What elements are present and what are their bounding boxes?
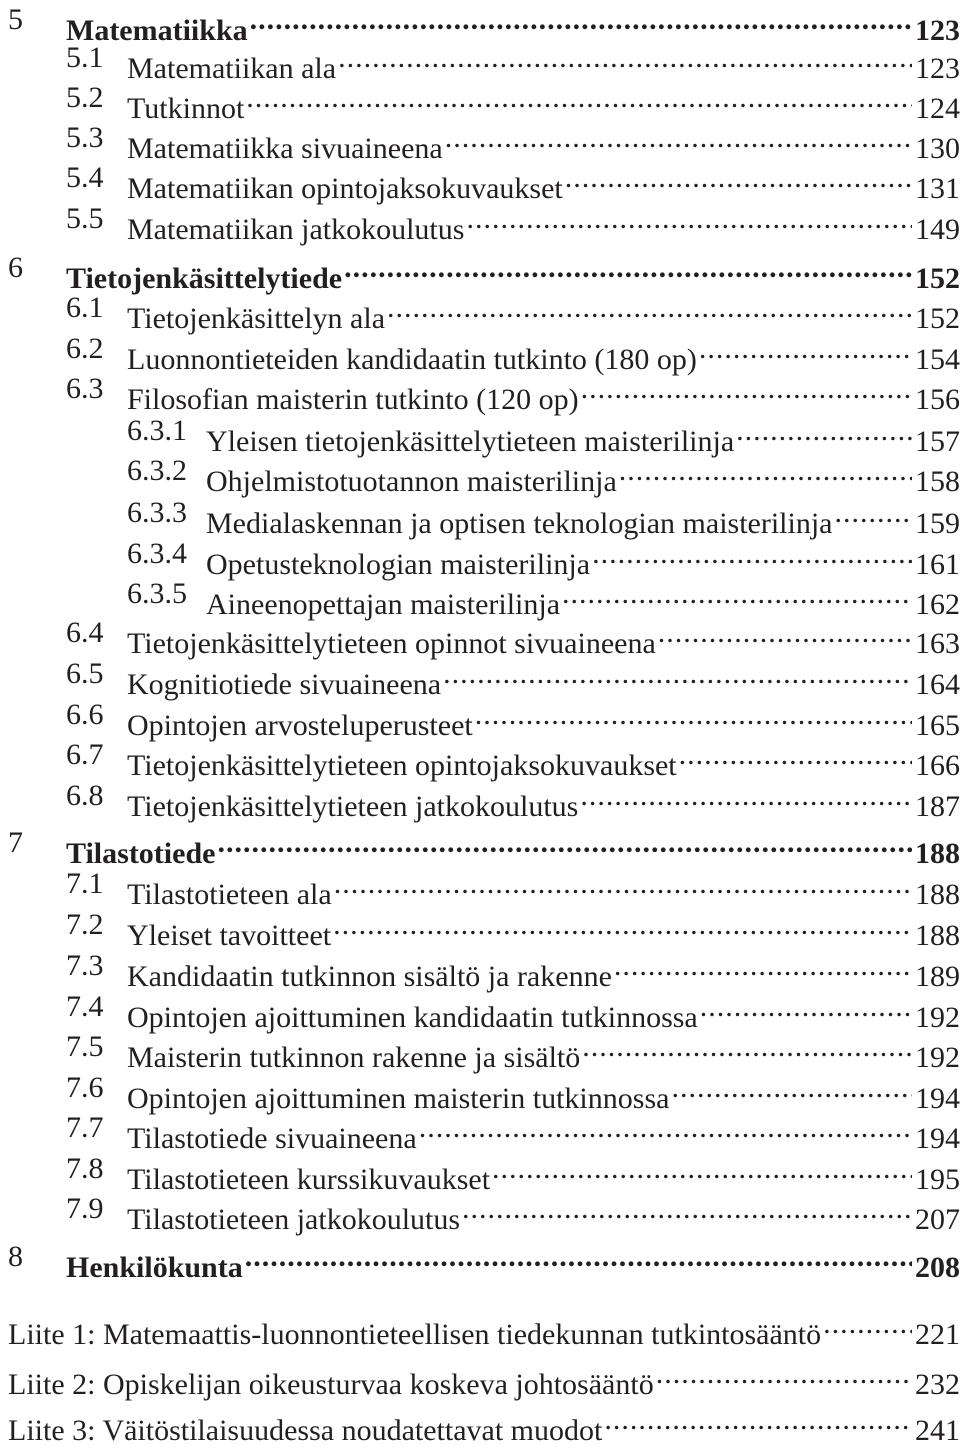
section-number: 6.7 bbox=[66, 738, 104, 771]
section-number: 6.8 bbox=[66, 779, 104, 812]
toc-entry bbox=[127, 451, 960, 498]
appendix-entry bbox=[8, 1400, 960, 1447]
section-title: Yleisen tietojenkäsittelytieteen maisterilinja bbox=[206, 425, 735, 458]
dot-leader bbox=[387, 288, 912, 328]
dot-leader bbox=[250, 0, 912, 40]
dot-leader bbox=[592, 534, 912, 574]
page-number: 131 bbox=[915, 172, 960, 205]
section-number: 7.2 bbox=[66, 908, 104, 941]
toc-entry bbox=[66, 118, 960, 165]
section-title: Tilastotieteen ala bbox=[127, 878, 332, 911]
page-number: 130 bbox=[915, 132, 960, 165]
toc-entry bbox=[66, 1189, 960, 1236]
section-number: 6.3.3 bbox=[127, 496, 187, 529]
section-title: Tietojenkäsittelytieteen opinnot sivuaineena bbox=[127, 627, 656, 660]
section-title: Tilastotiede bbox=[66, 837, 216, 870]
dot-leader bbox=[462, 1189, 912, 1229]
dot-leader bbox=[475, 695, 912, 735]
section-number: 7 bbox=[8, 826, 23, 859]
section-title: Tietojenkäsittelyn ala bbox=[127, 302, 386, 335]
toc-entry bbox=[66, 987, 960, 1034]
dot-leader bbox=[344, 248, 912, 288]
section-title: Liite 1: Matemaattis-luonnontieteellisen tiedekunnan tutkintosääntö bbox=[8, 1318, 822, 1351]
dot-leader bbox=[217, 823, 912, 863]
page-number: 159 bbox=[915, 507, 960, 540]
section-title: Kandidaatin tutkinnon sisältö ja rakenne bbox=[127, 960, 612, 993]
dot-leader bbox=[835, 493, 913, 533]
dot-leader bbox=[445, 118, 912, 158]
section-title: Tietojenkäsittelytieteen jatkokoulutus bbox=[127, 790, 579, 823]
page-number: 123 bbox=[915, 14, 960, 47]
section-number: 5.3 bbox=[66, 121, 104, 154]
page-number: 152 bbox=[915, 262, 960, 295]
section-number: 5.5 bbox=[66, 202, 104, 235]
dot-leader bbox=[466, 199, 912, 239]
page-number: 192 bbox=[915, 1001, 960, 1034]
page-number: 192 bbox=[915, 1041, 960, 1074]
section-number: 6.3.5 bbox=[127, 577, 187, 610]
dot-leader bbox=[443, 654, 912, 694]
toc-entry bbox=[66, 1108, 960, 1155]
toc-entry bbox=[66, 199, 960, 246]
section-title: Matematiikan opintojaksokuvaukset bbox=[127, 172, 563, 205]
dot-leader bbox=[582, 1027, 912, 1067]
toc-entry bbox=[66, 654, 960, 701]
page-number: 157 bbox=[915, 425, 960, 458]
dot-leader bbox=[658, 613, 912, 653]
dot-leader bbox=[492, 1149, 912, 1189]
dot-leader bbox=[604, 1400, 912, 1440]
section-title: Opintojen arvosteluperusteet bbox=[127, 709, 473, 742]
section-number: 6.4 bbox=[66, 616, 104, 649]
section-title: Tilastotieteen kurssikuvaukset bbox=[127, 1163, 491, 1196]
toc-entry bbox=[127, 493, 960, 540]
dot-leader bbox=[679, 735, 912, 775]
toc-entry bbox=[66, 613, 960, 660]
toc-entry bbox=[66, 288, 960, 335]
toc-entry bbox=[127, 574, 960, 621]
dot-leader bbox=[562, 574, 912, 614]
toc-entry bbox=[66, 1149, 960, 1196]
section-title: Maisterin tutkinnon rakenne ja sisältö bbox=[127, 1041, 581, 1074]
page-number: 149 bbox=[915, 213, 960, 246]
page-number: 162 bbox=[915, 588, 960, 621]
page-number: 188 bbox=[915, 837, 960, 870]
toc-entry bbox=[8, 248, 960, 295]
toc-entry bbox=[66, 905, 960, 952]
page-number: 158 bbox=[915, 465, 960, 498]
toc-entry bbox=[8, 823, 960, 870]
section-number: 6.3.1 bbox=[127, 414, 187, 447]
dot-leader bbox=[419, 1108, 912, 1148]
section-number: 5.4 bbox=[66, 161, 104, 194]
section-number: 8 bbox=[8, 1240, 23, 1273]
section-title: Liite 2: Opiskelijan oikeusturvaa koskeva johtosääntö bbox=[8, 1368, 654, 1401]
section-number: 7.9 bbox=[66, 1192, 104, 1225]
toc-entry bbox=[66, 1027, 960, 1074]
page-number: 164 bbox=[915, 668, 960, 701]
page-number: 152 bbox=[915, 302, 960, 335]
page-number: 156 bbox=[915, 383, 960, 416]
toc-entry bbox=[66, 78, 960, 125]
section-title: Henkilökunta bbox=[66, 1251, 243, 1284]
dot-leader bbox=[823, 1304, 912, 1344]
section-number: 7.4 bbox=[66, 990, 104, 1023]
page-number: 165 bbox=[915, 709, 960, 742]
section-title: Matematiikan jatkokoulutus bbox=[127, 213, 465, 246]
section-number: 6.5 bbox=[66, 657, 104, 690]
page-number: 208 bbox=[915, 1251, 960, 1284]
toc-entry bbox=[127, 534, 960, 581]
section-title: Tietojenkäsittelytiede bbox=[66, 262, 343, 295]
section-title: Luonnontieteiden kandidaatin tutkinto (180 op) bbox=[127, 343, 697, 376]
section-number: 6.3 bbox=[66, 372, 104, 405]
section-number: 6.1 bbox=[66, 291, 104, 324]
section-title: Opetusteknologian maisterilinja bbox=[206, 548, 591, 581]
section-title: Medialaskennan ja optisen teknologian maisterilinja bbox=[206, 507, 833, 540]
page-number: 194 bbox=[915, 1122, 960, 1155]
toc-entry bbox=[66, 158, 960, 205]
section-title: Tutkinnot bbox=[127, 92, 245, 125]
page-number: 207 bbox=[915, 1203, 960, 1236]
page-number: 166 bbox=[915, 749, 960, 782]
section-number: 6.2 bbox=[66, 332, 104, 365]
section-title: Kognitiotiede sivuaineena bbox=[127, 668, 442, 701]
section-number: 6 bbox=[8, 251, 23, 284]
section-number: 6.3.4 bbox=[127, 537, 187, 570]
section-title: Matematiikka sivuaineena bbox=[127, 132, 443, 165]
dot-leader bbox=[565, 158, 912, 198]
page-number: 124 bbox=[915, 92, 960, 125]
dot-leader bbox=[245, 1237, 912, 1277]
toc-entry bbox=[8, 1237, 960, 1284]
toc-entry bbox=[127, 411, 960, 458]
page-number: 189 bbox=[915, 960, 960, 993]
section-number: 7.5 bbox=[66, 1030, 104, 1063]
section-number: 7.8 bbox=[66, 1152, 104, 1185]
section-number: 7.1 bbox=[66, 867, 104, 900]
page-number: 187 bbox=[915, 790, 960, 823]
dot-leader bbox=[581, 369, 912, 409]
page-number: 232 bbox=[915, 1368, 960, 1401]
toc-entry bbox=[66, 735, 960, 782]
dot-leader bbox=[700, 987, 912, 1027]
toc-entry bbox=[66, 369, 960, 416]
dot-leader bbox=[671, 1068, 912, 1108]
toc-entry bbox=[66, 38, 960, 85]
dot-leader bbox=[736, 411, 912, 451]
page-number: 241 bbox=[915, 1414, 960, 1447]
page-number: 154 bbox=[915, 343, 960, 376]
page-number: 188 bbox=[915, 878, 960, 911]
dot-leader bbox=[699, 329, 912, 369]
section-number: 5.1 bbox=[66, 41, 104, 74]
section-title: Matematiikan ala bbox=[127, 52, 337, 85]
dot-leader bbox=[246, 78, 912, 118]
dot-leader bbox=[656, 1354, 912, 1394]
section-title: Tietojenkäsittelytieteen opintojaksokuvaukset bbox=[127, 749, 677, 782]
page-number: 161 bbox=[915, 548, 960, 581]
section-number: 5 bbox=[8, 3, 23, 36]
section-number: 6.3.2 bbox=[127, 454, 187, 487]
appendix-entry bbox=[8, 1354, 960, 1401]
toc-entry bbox=[66, 946, 960, 993]
toc-entry bbox=[66, 864, 960, 911]
page-number: 123 bbox=[915, 52, 960, 85]
toc-entry bbox=[66, 695, 960, 742]
page-number: 163 bbox=[915, 627, 960, 660]
dot-leader bbox=[334, 864, 912, 904]
section-number: 7.3 bbox=[66, 949, 104, 982]
dot-leader bbox=[580, 776, 912, 816]
section-title: Filosofian maisterin tutkinto (120 op) bbox=[127, 383, 579, 416]
dot-leader bbox=[333, 905, 912, 945]
dot-leader bbox=[614, 946, 912, 986]
section-number: 7.6 bbox=[66, 1071, 104, 1104]
toc-entry bbox=[8, 0, 960, 47]
toc-entry bbox=[66, 776, 960, 823]
section-number: 6.6 bbox=[66, 698, 104, 731]
toc-entry bbox=[66, 329, 960, 376]
dot-leader bbox=[338, 38, 912, 78]
dot-leader bbox=[619, 451, 912, 491]
section-title: Ohjelmistotuotannon maisterilinja bbox=[206, 465, 617, 498]
page-number: 195 bbox=[915, 1163, 960, 1196]
section-title: Liite 3: Väitöstilaisuudessa noudatettavat muodot bbox=[8, 1414, 603, 1447]
section-title: Matematiikka bbox=[66, 14, 248, 47]
section-number: 5.2 bbox=[66, 81, 104, 114]
section-title: Yleiset tavoitteet bbox=[127, 919, 332, 952]
section-title: Tilastotieteen jatkokoulutus bbox=[127, 1203, 461, 1236]
page-number: 221 bbox=[915, 1318, 960, 1351]
page-number: 194 bbox=[915, 1082, 960, 1115]
section-title: Opintojen ajoittuminen maisterin tutkinnossa bbox=[127, 1082, 670, 1115]
toc-entry bbox=[66, 1068, 960, 1115]
appendix-entry bbox=[8, 1304, 960, 1351]
section-title: Aineenopettajan maisterilinja bbox=[206, 588, 561, 621]
section-title: Tilastotiede sivuaineena bbox=[127, 1122, 417, 1155]
section-title: Opintojen ajoittuminen kandidaatin tutkinnossa bbox=[127, 1001, 698, 1034]
section-number: 7.7 bbox=[66, 1111, 104, 1144]
page-number: 188 bbox=[915, 919, 960, 952]
